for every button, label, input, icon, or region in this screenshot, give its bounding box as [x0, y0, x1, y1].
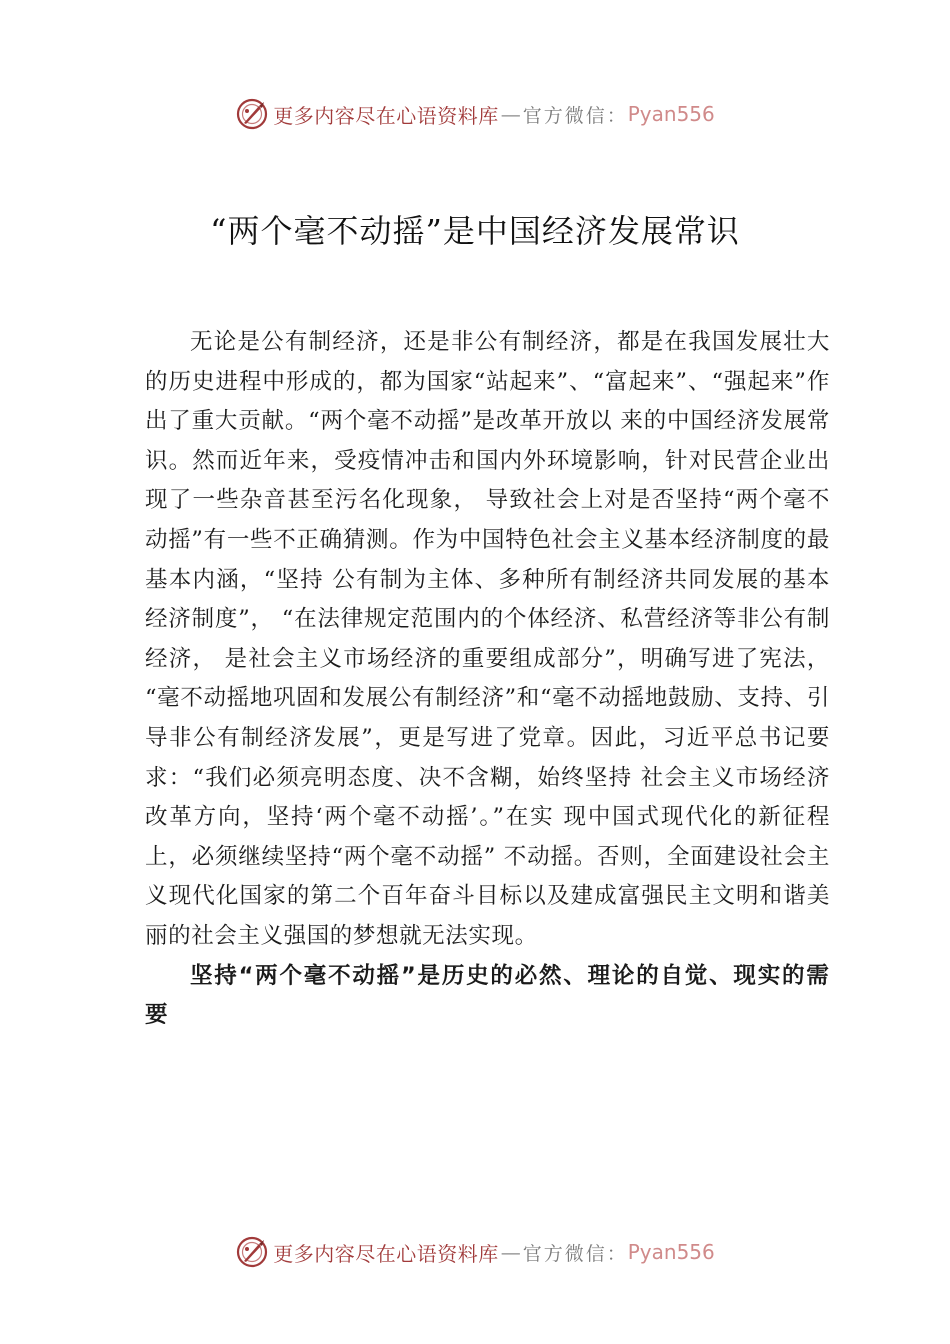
footer-watermark — [0, 1232, 950, 1272]
document-body — [145, 323, 830, 1036]
document-title: “两个毫不动摇”是中国经济发展常识 — [210, 212, 740, 250]
watermark-library-text: 更多内容尽在心语资料库 — [273, 1241, 499, 1266]
body-paragraph: 无论是公有制经济，还是非公有制经济，都是在我国发展壮大的历史进程中形成的，都为国家“站起来”、“富起来”、“强起来”作出了重大贡献。“两个毫不动摇”是改革开放以 来的中国经济发展常识。然而近年来，受疫情冲击和国内外环境影响，针对民营企业出现了一些杂音甚至污名化现象， 导致社会上对是否坚持“两个毫不动摇”有一些不正确猜测。作为中国特色社会主义基本经济制度的最基本内涵，“坚持 公有制为主体、多种所有制经济共同发展的基本经济制度”， “在法律规定范围内的个体经济、私营经济等非公有制经济， 是社会主义市场经济的重要组成部分”，明确写进了宪法， “毫不动摇地巩固和发展公有制经济”和“毫不动摇地鼓励、支持、引导非公有制经济发展”，更是写进了党章。因此，习近平总书记要求：“我们必须亮明态度、决不含糊，始终坚持 社会主义市场经济改革方向，坚持‘两个毫不动摇’。”在实 现中国式现代化的新征程上，必须继续坚持“两个毫不动摇” 不动摇。否则，全面建设社会主义现代化国家的第二个百年奋斗目标以及建成富强民主文明和谐美丽的社会主义强国的梦想就无法实现。 — [145, 329, 830, 949]
watermark-library-text: 更多内容尽在心语资料库 — [273, 103, 499, 128]
watermark-wechat-id: Pyan556 — [627, 102, 715, 126]
header-watermark — [0, 94, 950, 134]
section-heading: 坚持“两个毫不动摇”是历史的必然、理论的自觉、现实的需要 — [145, 962, 830, 1029]
watermark-dash: — — [500, 102, 521, 126]
watermark-dash: — — [500, 1240, 521, 1264]
quill-seal-icon — [235, 1235, 269, 1269]
watermark-official-label: 官方微信： — [522, 104, 628, 127]
watermark-wechat-id: Pyan556 — [627, 1240, 715, 1264]
quill-seal-icon — [235, 97, 269, 131]
watermark-official-label: 官方微信： — [522, 1242, 628, 1265]
